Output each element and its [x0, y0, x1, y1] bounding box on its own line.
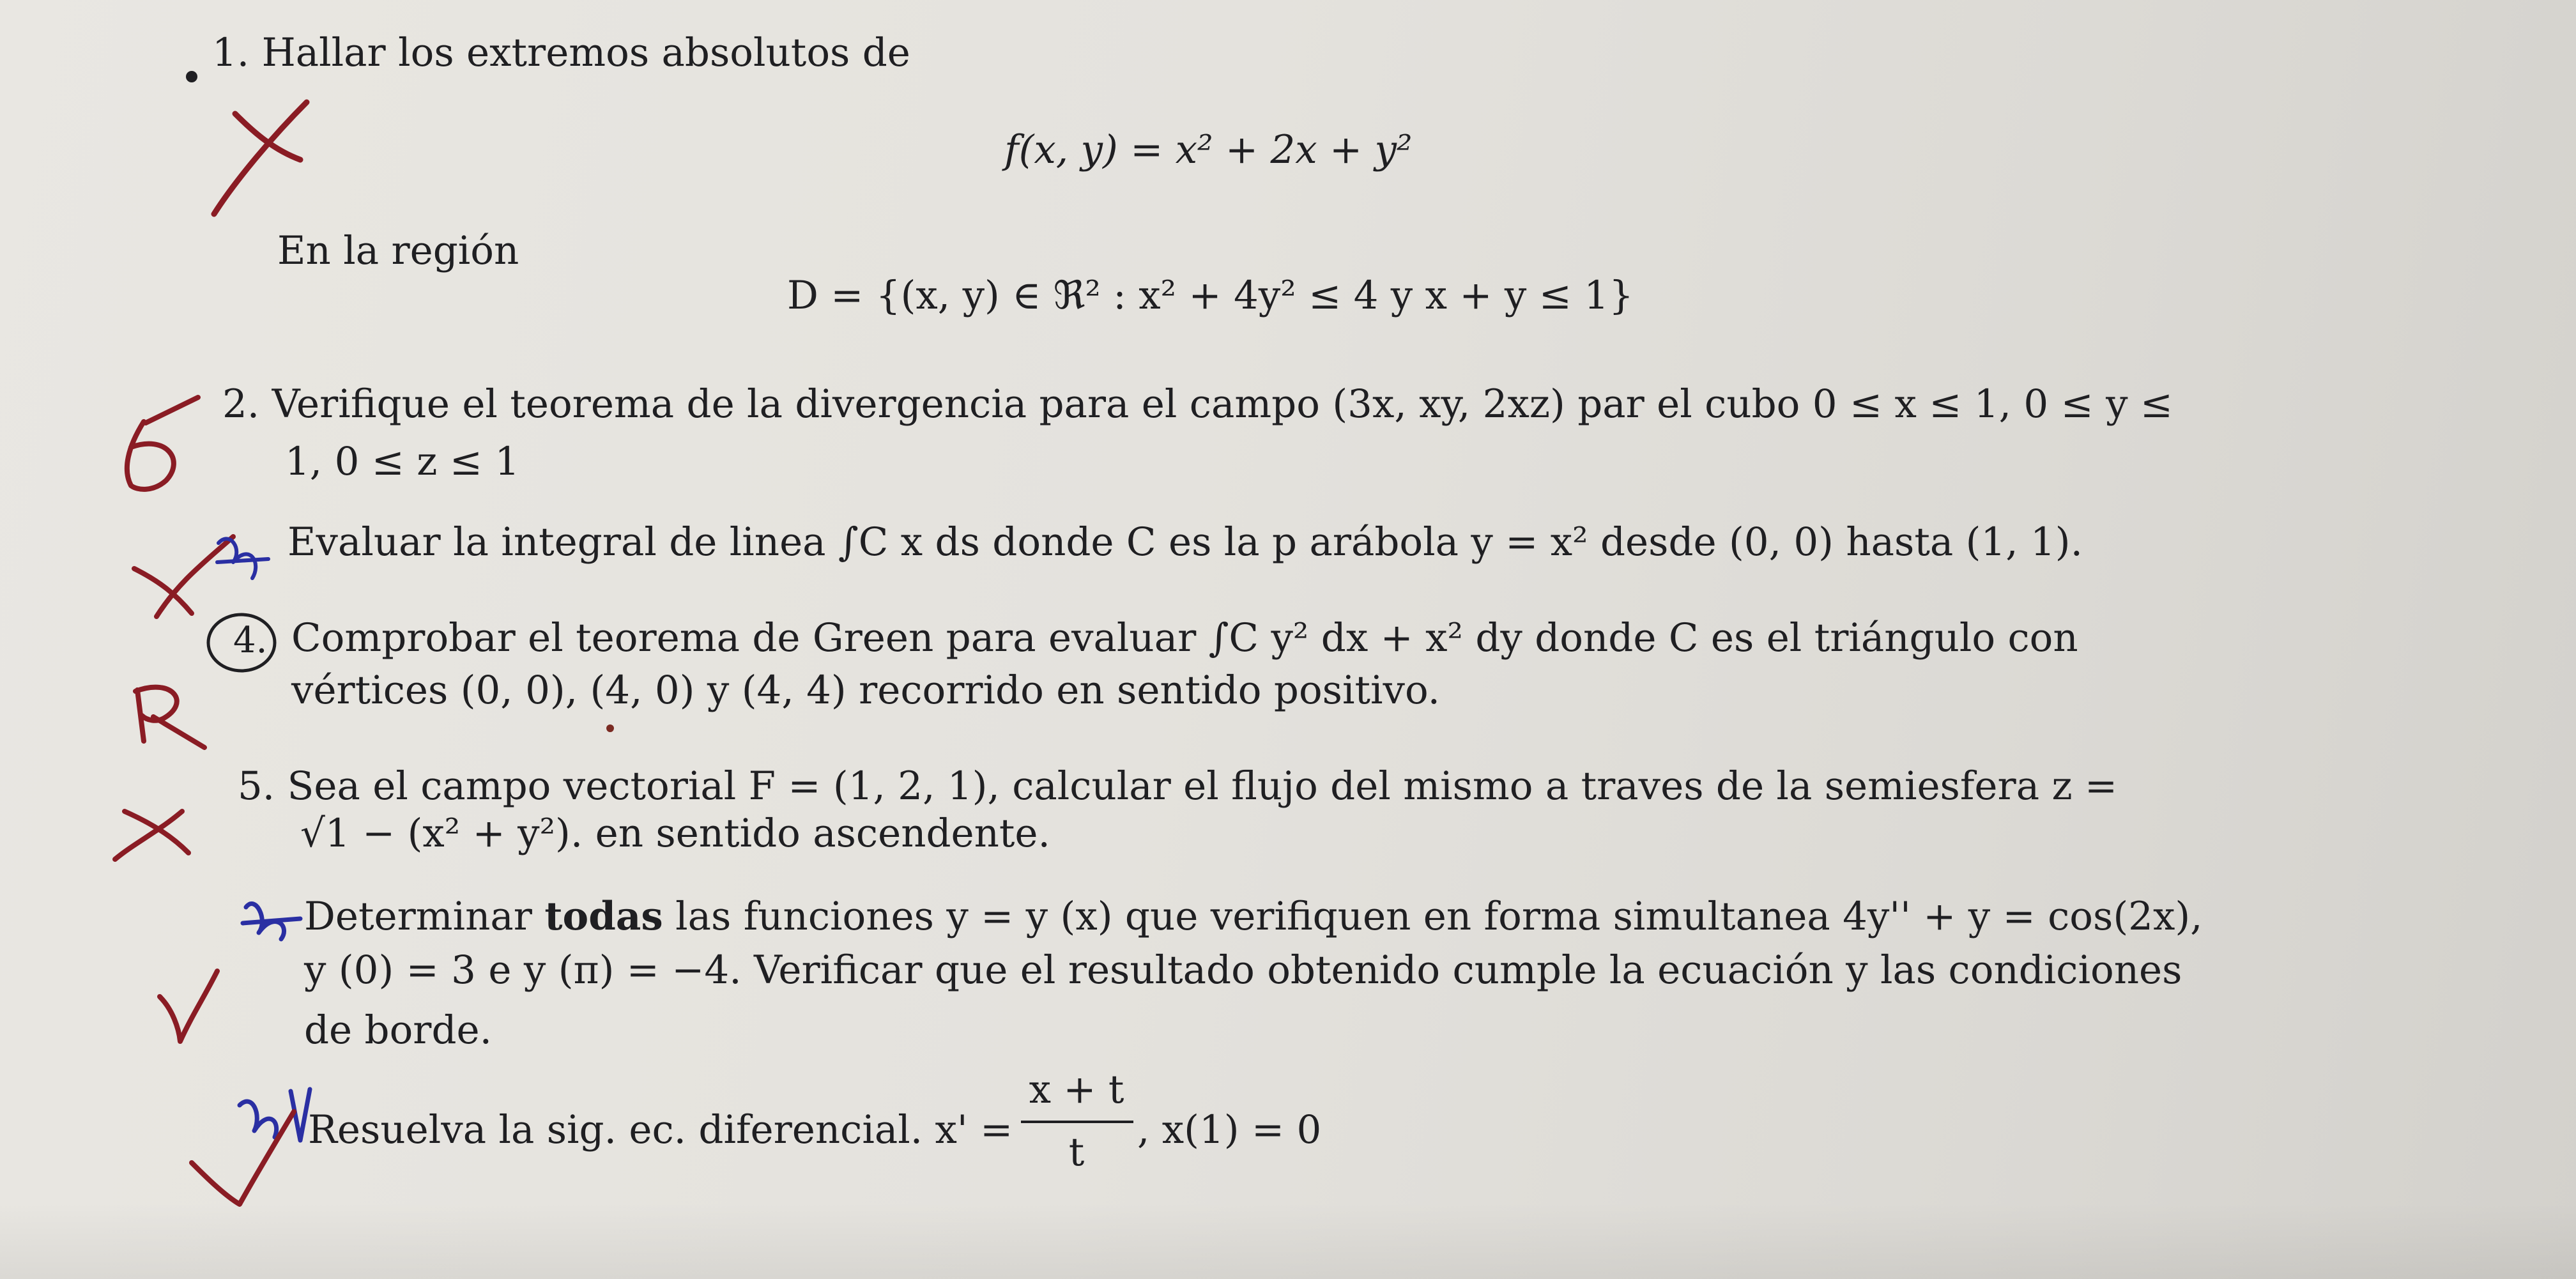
mark-circle-problem-4 — [208, 615, 275, 671]
problem-2-text: Verifique el teorema de la divergencia para el campo (3x, xy, 2xz) par el cubo 0 ≤ x ≤ 1, 0 ≤ y ≤ — [272, 381, 2174, 427]
mark-scribble-problem-7 — [240, 1089, 310, 1140]
problem-7-fraction-denominator: t — [1068, 1130, 1085, 1175]
problem-4-line-2: vértices (0, 0), (4, 0) y (4, 4) recorrido en sentido positivo. — [291, 668, 1441, 713]
mark-5-problem-2 — [127, 397, 198, 489]
problem-4-line-1: Comprobar el teorema de Green para evaluar ∫C y² dx + x² dy donde C es el triángulo con — [291, 615, 2078, 661]
problem-3-statement: Evaluar la integral de linea ∫C x ds donde C es la p arábola y = x² desde (0, 0) hasta (1, 1). — [288, 519, 2083, 565]
problem-5-number: 5. — [238, 763, 275, 809]
problem-2-number: 2. — [222, 381, 260, 427]
mark-x-problem-3 — [134, 537, 233, 617]
bullet-dot — [186, 71, 197, 82]
problem-6-text-post: las funciones y = y (x) que verifiquen en forma simultanea 4y'' + y = cos(2x), — [663, 894, 2203, 939]
problem-7-fraction-numerator: x + t — [1029, 1067, 1124, 1112]
problem-1-region: D = {(x, y) ∈ ℜ² : x² + 4y² ≤ 4 y x + y ≤ 1} — [787, 273, 1634, 318]
mark-r-problem-4 — [135, 687, 204, 747]
problem-4-number: 4. — [233, 620, 268, 661]
problem-5-text: Sea el campo vectorial F = (1, 2, 1), calcular el flujo del mismo a traves de la semiesfera z = — [287, 763, 2118, 809]
problem-2-line-2: 1, 0 ≤ z ≤ 1 — [285, 439, 520, 484]
problem-1-number: 1. — [212, 30, 250, 75]
problem-1-function: f(x, y) = x² + 2x + y² — [1004, 127, 1413, 172]
mark-scribble-problem-6 — [243, 904, 300, 939]
mark-check-problem-6 — [160, 971, 217, 1041]
problem-5-line-2: √1 − (x² + y²). en sentido ascendente. — [300, 811, 1050, 856]
problem-7-text-post: , x(1) = 0 — [1137, 1107, 1322, 1153]
problem-6-text-pre: Determinar — [304, 894, 545, 939]
stray-dot — [606, 724, 614, 732]
mark-x-problem-5 — [115, 811, 188, 859]
problem-6-line-2: y (0) = 3 e y (π) = −4. Verificar que el resultado obtenido cumple la ecuación y las condiciones — [304, 947, 2182, 993]
problem-1-region-intro: En la región — [277, 228, 519, 273]
mark-check-problem-7 — [192, 1112, 294, 1204]
mark-x-problem-1 — [214, 102, 307, 214]
page-shadow — [0, 1202, 2576, 1279]
problem-7-text-pre: Resuelva la sig. ec. diferencial. x' = — [308, 1107, 1013, 1153]
problem-6-line-3: de borde. — [304, 1007, 493, 1053]
problem-6-text-bold: todas — [544, 894, 663, 939]
problem-1-text: Hallar los extremos absolutos de — [261, 30, 910, 75]
